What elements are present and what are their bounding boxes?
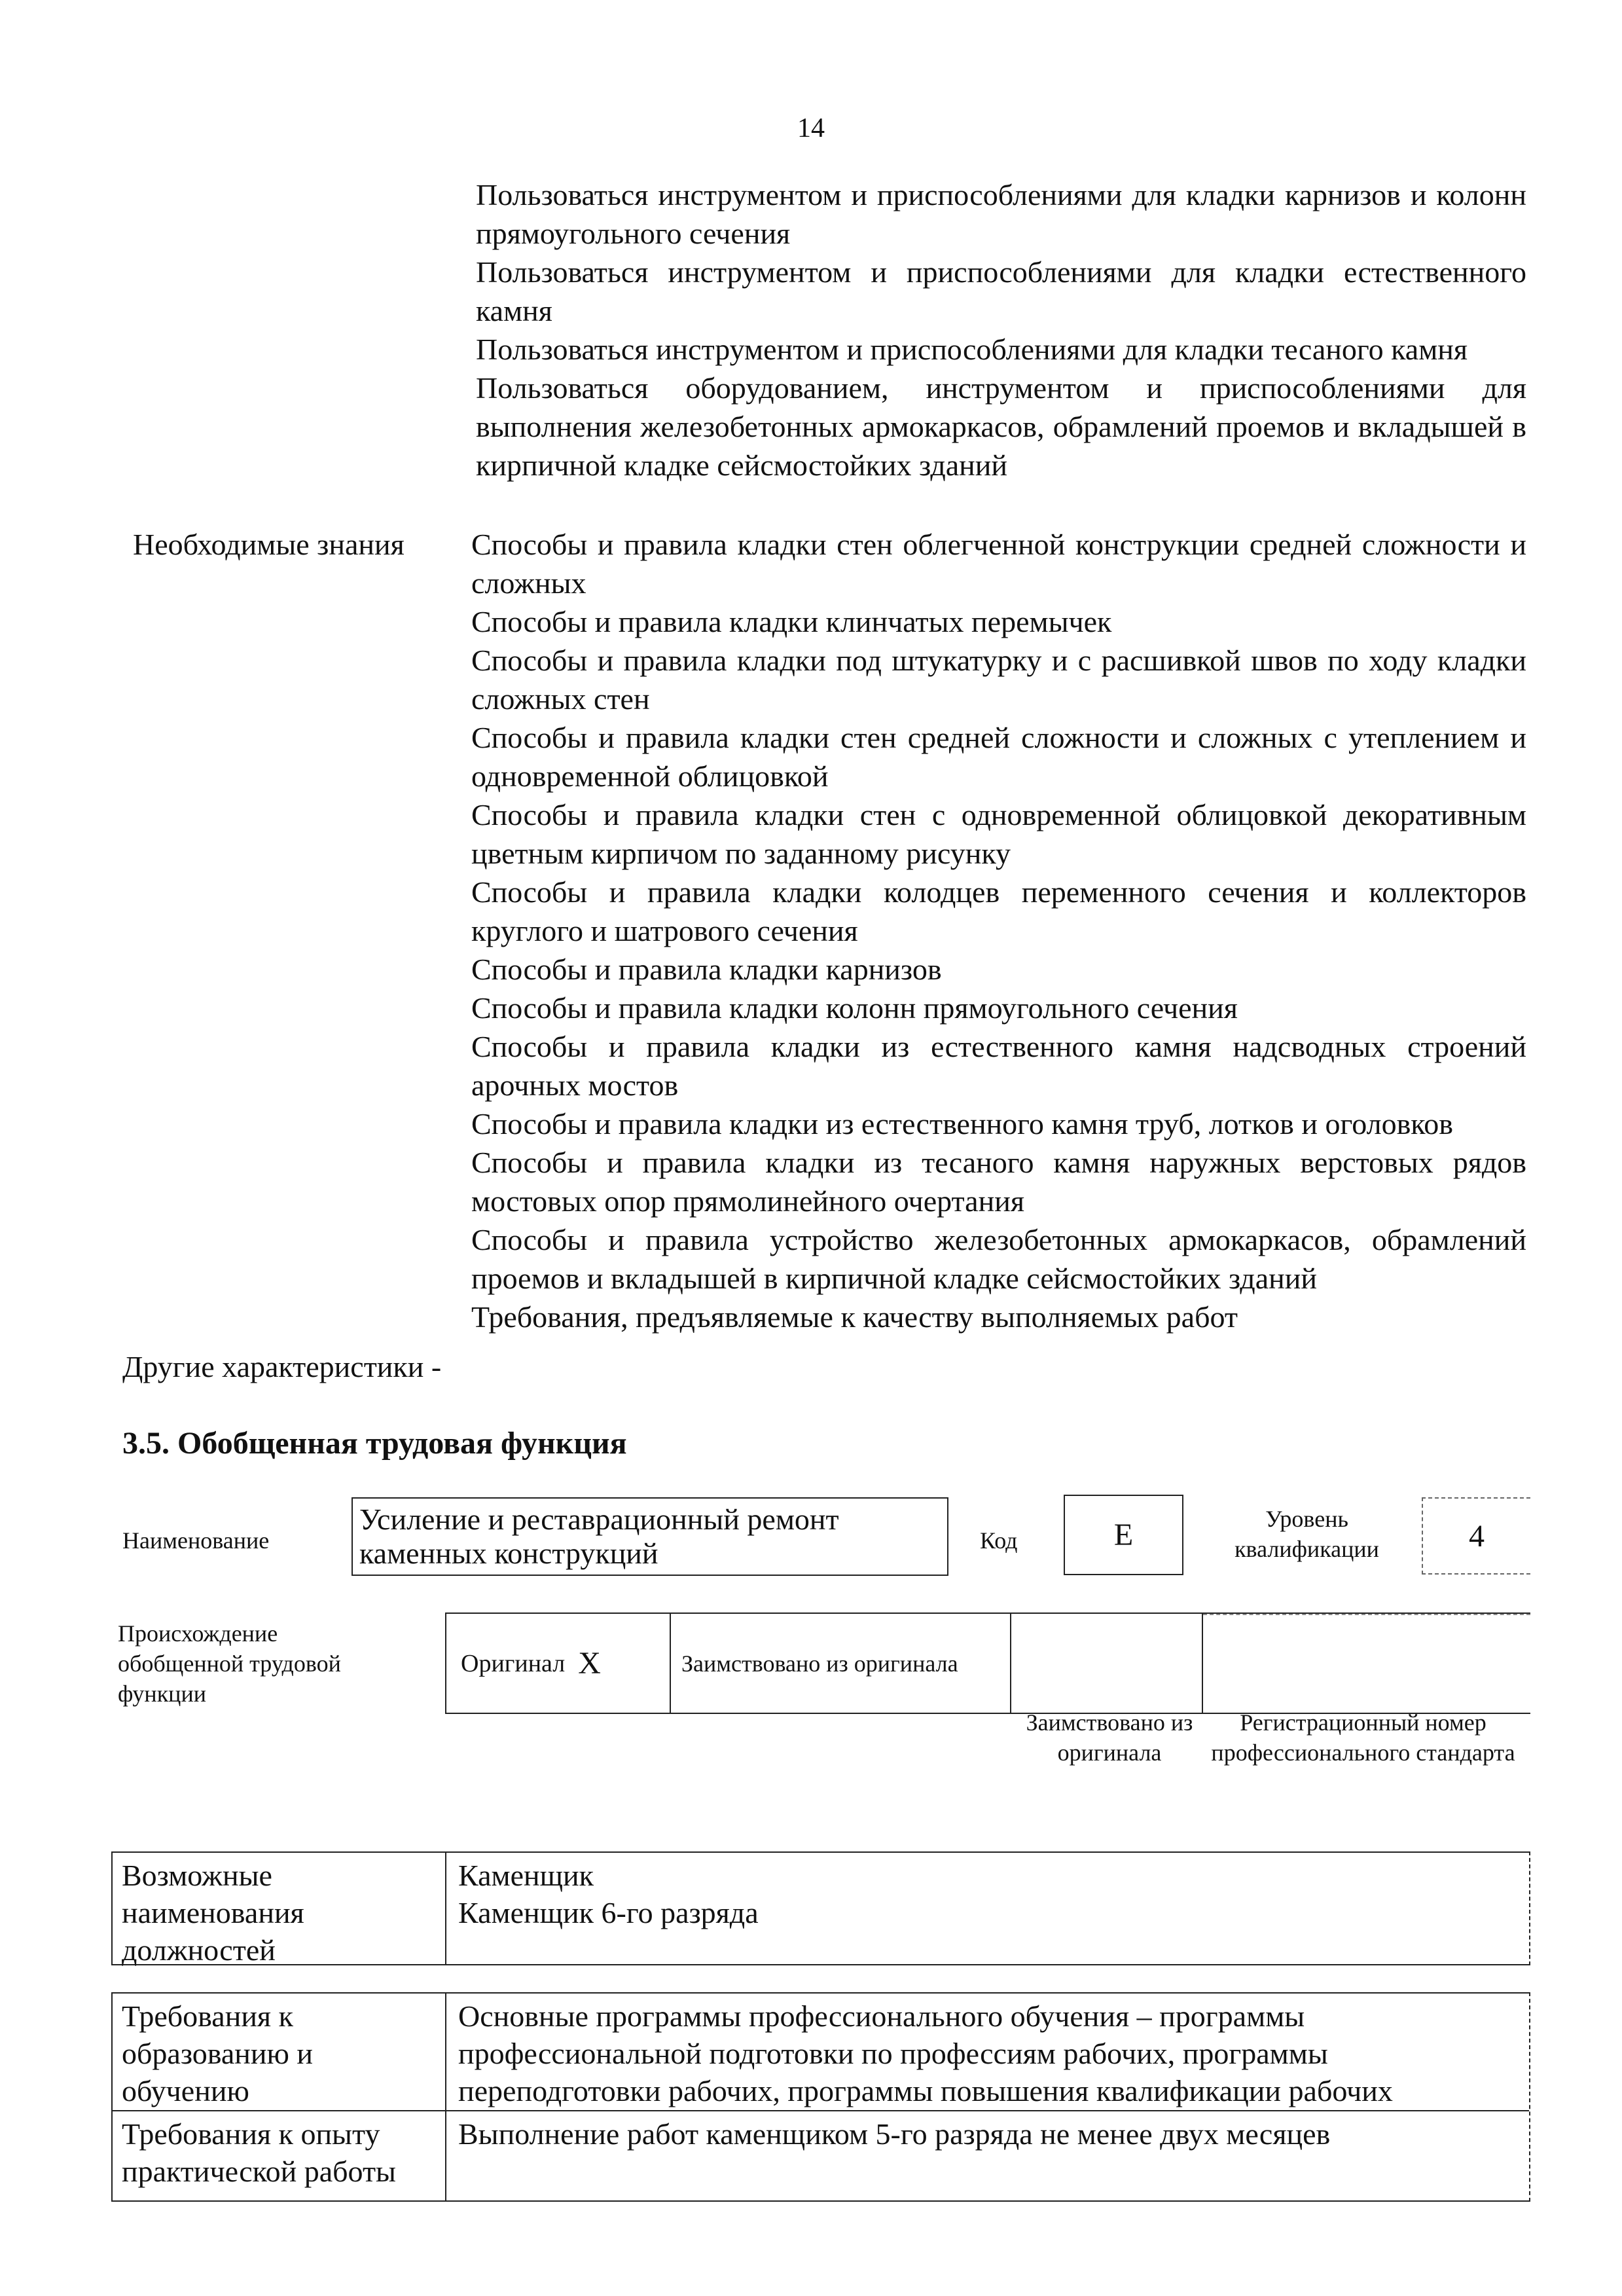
other-characteristics-label: Другие характеристики - xyxy=(122,1350,442,1383)
name-label: Наименование xyxy=(122,1527,270,1554)
regnum-empty-cell xyxy=(1203,1614,1530,1713)
experience-value: Выполнение работ каменщиком 5-го разряда не менее двух месяцев xyxy=(458,2117,1331,2151)
education-label: Требования к образованию и обучению xyxy=(113,1994,446,2110)
original-cell xyxy=(446,1614,671,1713)
knowledge-item: Способы и правила устройство железобетонных армокаркасов, обрамлений проемов и вкладышей в кирпичной кладке сейсмостойких зданий xyxy=(471,1223,1526,1295)
knowledge-item: Способы и правила кладки клинчатых перемычек xyxy=(471,605,1112,638)
skill-item: Пользоваться инструментом и приспособлениями для кладки тесаного камня xyxy=(476,333,1468,366)
origin-label: Происхождение обобщенной трудовой функции xyxy=(118,1620,341,1707)
experience-row xyxy=(113,2110,1529,2202)
origin-table xyxy=(445,1613,1530,1714)
experience-label: Требования к опыту практической работы xyxy=(113,2111,446,2202)
positions-label: Возможные наименования должностей xyxy=(113,1853,446,1964)
education-row xyxy=(113,1994,1529,2110)
code-value: Е xyxy=(1064,1495,1183,1575)
original-label: Оригинал xyxy=(461,1649,566,1677)
knowledge-item: Способы и правила кладки стен облегченной конструкции средней сложности и сложных xyxy=(471,528,1526,600)
qualification-level-value: 4 xyxy=(1422,1497,1530,1575)
positions-table xyxy=(111,1851,1530,1965)
position-item: Каменщик xyxy=(458,1859,594,1892)
knowledge-item: Способы и правила кладки из естественного камня труб, лотков и оголовков xyxy=(471,1107,1454,1140)
knowledge-item: Способы и правила кладки карнизов xyxy=(471,953,942,986)
position-item: Каменщик 6-го разряда xyxy=(458,1896,759,1929)
knowledge-item: Способы и правила кладки из естественного камня надсводных строений арочных мостов xyxy=(471,1030,1526,1102)
requirements-table xyxy=(111,1992,1530,2202)
skill-item: Пользоваться инструментом и приспособлениями для кладки карнизов и колонн прямоугольного сечения xyxy=(476,178,1526,250)
knowledge-item: Способы и правила кладки стен средней сложности и сложных с утеплением и одновременной облицовкой xyxy=(471,721,1526,793)
qualification-level-label: Уровень квалификации xyxy=(1235,1506,1379,1562)
function-name-value: Усиление и реставрационный ремонт каменных конструкций xyxy=(351,1497,948,1576)
original-mark: X xyxy=(578,1646,601,1681)
borrowed-caption: Заимствовано из оригинала xyxy=(1026,1709,1193,1766)
skill-item: Пользоваться инструментом и приспособлениями для кладки естественного камня xyxy=(476,255,1526,327)
knowledge-item: Способы и правила кладки из тесаного камня наружных верстовых рядов мостовых опор прямолинейного очертания xyxy=(471,1146,1526,1218)
borrowed-cell: Заимствовано из оригинала xyxy=(671,1614,1011,1713)
knowledge-item: Способы и правила кладки колонн прямоугольного сечения xyxy=(471,991,1238,1025)
code-label: Код xyxy=(980,1527,1018,1554)
borrowed-empty-cell xyxy=(1011,1614,1203,1713)
page-number: 14 xyxy=(797,113,825,143)
knowledge-label: Необходимые знания xyxy=(133,528,405,561)
knowledge-item: Способы и правила кладки под штукатурку и с расшивкой швов по ходу кладки сложных стен xyxy=(471,644,1526,716)
section-heading: 3.5. Обобщенная трудовая функция xyxy=(122,1426,627,1461)
positions-values xyxy=(446,1853,1529,1964)
skills-list xyxy=(476,175,1526,484)
knowledge-item: Требования, предъявляемые к качеству выполняемых работ xyxy=(471,1300,1238,1334)
education-value: Основные программы профессионального обучения – программы профессиональной подготовки по профессиям рабочих, программы переподготовки рабочих, программы повышения квалификации рабочих xyxy=(458,1999,1393,2107)
regnum-caption: Регистрационный номер профессионального стандарта xyxy=(1211,1709,1515,1766)
knowledge-item: Способы и правила кладки стен с одновременной облицовкой декоративным цветным кирпичом по заданному рисунку xyxy=(471,798,1526,870)
knowledge-item: Способы и правила кладки колодцев переменного сечения и коллекторов круглого и шатрового сечения xyxy=(471,875,1526,947)
skill-item: Пользоваться оборудованием, инструментом и приспособлениями для выполнения железобетонных армокаркасов, обрамлений проемов и вкладышей в кирпичной кладке сейсмостойких зданий xyxy=(476,371,1526,482)
knowledge-list xyxy=(471,525,1526,1336)
